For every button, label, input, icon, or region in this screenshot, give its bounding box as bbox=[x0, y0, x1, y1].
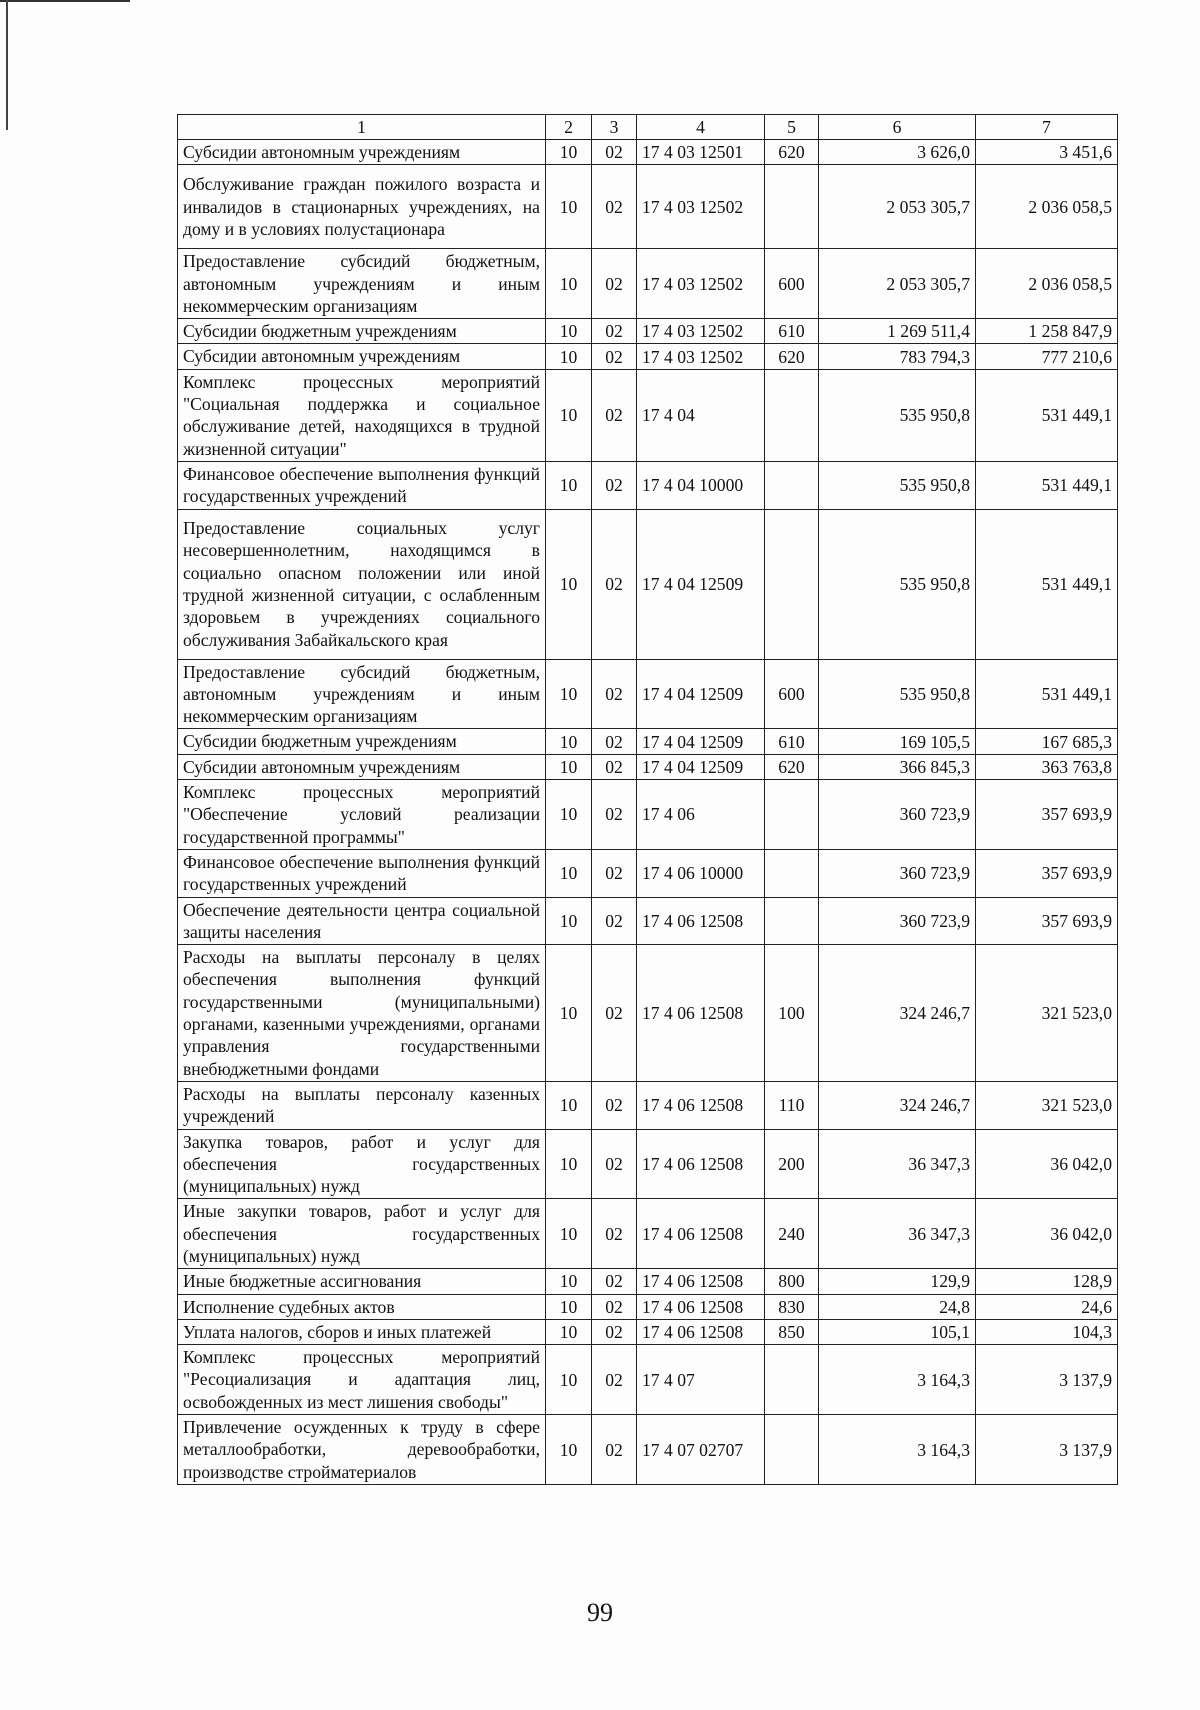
target-article-cell: 17 4 03 12502 bbox=[637, 165, 765, 249]
section-cell: 10 bbox=[546, 1081, 592, 1129]
amount-year2-cell: 363 763,8 bbox=[976, 754, 1118, 779]
target-article-cell: 17 4 06 12508 bbox=[637, 1319, 765, 1344]
amount-year1-cell: 24,8 bbox=[819, 1294, 976, 1319]
amount-year2-cell: 321 523,0 bbox=[976, 1081, 1118, 1129]
header-col-2: 2 bbox=[546, 115, 592, 140]
section-cell: 10 bbox=[546, 849, 592, 897]
amount-year1-cell: 535 950,8 bbox=[819, 509, 976, 659]
section-cell: 10 bbox=[546, 369, 592, 461]
amount-year2-cell: 357 693,9 bbox=[976, 897, 1118, 945]
section-cell: 10 bbox=[546, 1415, 592, 1485]
amount-year1-cell: 324 246,7 bbox=[819, 1081, 976, 1129]
expense-type-cell: 110 bbox=[765, 1081, 819, 1129]
target-article-cell: 17 4 04 12509 bbox=[637, 659, 765, 729]
expense-type-cell bbox=[765, 780, 819, 850]
expense-type-cell: 620 bbox=[765, 140, 819, 165]
table-row bbox=[178, 780, 1118, 850]
amount-year1-cell: 366 845,3 bbox=[819, 754, 976, 779]
expense-type-cell: 610 bbox=[765, 729, 819, 754]
name-cell: Предоставление субсидий бюджетным, автономным учреждениям и иным некоммерческим организациям bbox=[178, 659, 546, 729]
name-cell: Субсидии автономным учреждениям bbox=[178, 140, 546, 165]
subsection-cell: 02 bbox=[592, 1081, 637, 1129]
subsection-cell: 02 bbox=[592, 1199, 637, 1269]
subsection-cell: 02 bbox=[592, 461, 637, 509]
amount-year1-cell: 3 164,3 bbox=[819, 1415, 976, 1485]
amount-year1-cell: 324 246,7 bbox=[819, 945, 976, 1082]
subsection-cell: 02 bbox=[592, 729, 637, 754]
expense-type-cell bbox=[765, 849, 819, 897]
target-article-cell: 17 4 07 02707 bbox=[637, 1415, 765, 1485]
target-article-cell: 17 4 06 12508 bbox=[637, 945, 765, 1082]
subsection-cell: 02 bbox=[592, 1129, 637, 1199]
section-cell: 10 bbox=[546, 780, 592, 850]
name-cell: Обеспечение деятельности центра социальной защиты населения bbox=[178, 897, 546, 945]
amount-year1-cell: 360 723,9 bbox=[819, 897, 976, 945]
header-col-7: 7 bbox=[976, 115, 1118, 140]
expense-type-cell bbox=[765, 461, 819, 509]
section-cell: 10 bbox=[546, 140, 592, 165]
section-cell: 10 bbox=[546, 754, 592, 779]
table-row bbox=[178, 754, 1118, 779]
header-col-3: 3 bbox=[592, 115, 637, 140]
amount-year2-cell: 3 137,9 bbox=[976, 1415, 1118, 1485]
subsection-cell: 02 bbox=[592, 1269, 637, 1294]
amount-year1-cell: 3 164,3 bbox=[819, 1345, 976, 1415]
section-cell: 10 bbox=[546, 249, 592, 319]
table-row bbox=[178, 1129, 1118, 1199]
table-row bbox=[178, 140, 1118, 165]
target-article-cell: 17 4 06 12508 bbox=[637, 1199, 765, 1269]
expense-type-cell bbox=[765, 897, 819, 945]
name-cell: Уплата налогов, сборов и иных платежей bbox=[178, 1319, 546, 1344]
target-article-cell: 17 4 03 12502 bbox=[637, 344, 765, 369]
name-cell: Обслуживание граждан пожилого возраста и инвалидов в стационарных учреждениях, на дому и в условиях полустационара bbox=[178, 165, 546, 249]
amount-year2-cell: 531 449,1 bbox=[976, 659, 1118, 729]
amount-year2-cell: 36 042,0 bbox=[976, 1199, 1118, 1269]
table-header-row bbox=[178, 115, 1118, 140]
expense-type-cell bbox=[765, 165, 819, 249]
subsection-cell: 02 bbox=[592, 319, 637, 344]
amount-year1-cell: 535 950,8 bbox=[819, 369, 976, 461]
budget-table bbox=[177, 114, 1118, 1485]
amount-year1-cell: 360 723,9 bbox=[819, 849, 976, 897]
section-cell: 10 bbox=[546, 1345, 592, 1415]
amount-year1-cell: 2 053 305,7 bbox=[819, 165, 976, 249]
expense-type-cell: 800 bbox=[765, 1269, 819, 1294]
name-cell: Предоставление субсидий бюджетным, автономным учреждениям и иным некоммерческим организациям bbox=[178, 249, 546, 319]
table-row bbox=[178, 319, 1118, 344]
amount-year1-cell: 2 053 305,7 bbox=[819, 249, 976, 319]
section-cell: 10 bbox=[546, 344, 592, 369]
table-row bbox=[178, 659, 1118, 729]
table-row bbox=[178, 1294, 1118, 1319]
table-row bbox=[178, 1319, 1118, 1344]
name-cell: Финансовое обеспечение выполнения функций государственных учреждений bbox=[178, 461, 546, 509]
amount-year1-cell: 360 723,9 bbox=[819, 780, 976, 850]
amount-year2-cell: 3 137,9 bbox=[976, 1345, 1118, 1415]
target-article-cell: 17 4 04 bbox=[637, 369, 765, 461]
amount-year2-cell: 531 449,1 bbox=[976, 369, 1118, 461]
table-row bbox=[178, 461, 1118, 509]
amount-year2-cell: 24,6 bbox=[976, 1294, 1118, 1319]
section-cell: 10 bbox=[546, 319, 592, 344]
expense-type-cell bbox=[765, 1345, 819, 1415]
amount-year1-cell: 3 626,0 bbox=[819, 140, 976, 165]
expense-type-cell bbox=[765, 509, 819, 659]
table-row bbox=[178, 729, 1118, 754]
table-row bbox=[178, 509, 1118, 659]
target-article-cell: 17 4 03 12502 bbox=[637, 319, 765, 344]
name-cell: Комплекс процессных мероприятий "Социальная поддержка и социальное обслуживание детей, находящихся в трудной жизненной ситуации" bbox=[178, 369, 546, 461]
name-cell: Расходы на выплаты персоналу в целях обеспечения выполнения функций государственными (муниципальными) органами, казенными учреждениями, органами управления государственными внебюджетными фондами bbox=[178, 945, 546, 1082]
target-article-cell: 17 4 04 12509 bbox=[637, 754, 765, 779]
target-article-cell: 17 4 06 12508 bbox=[637, 1269, 765, 1294]
subsection-cell: 02 bbox=[592, 1319, 637, 1344]
expense-type-cell: 620 bbox=[765, 344, 819, 369]
section-cell: 10 bbox=[546, 1319, 592, 1344]
subsection-cell: 02 bbox=[592, 945, 637, 1082]
section-cell: 10 bbox=[546, 659, 592, 729]
table-row bbox=[178, 1081, 1118, 1129]
table-row bbox=[178, 249, 1118, 319]
name-cell: Иные бюджетные ассигнования bbox=[178, 1269, 546, 1294]
section-cell: 10 bbox=[546, 1129, 592, 1199]
expense-type-cell: 830 bbox=[765, 1294, 819, 1319]
name-cell: Закупка товаров, работ и услуг для обеспечения государственных (муниципальных) нужд bbox=[178, 1129, 546, 1199]
scan-corner-mark bbox=[0, 0, 130, 6]
amount-year1-cell: 105,1 bbox=[819, 1319, 976, 1344]
name-cell: Предоставление социальных услуг несовершеннолетним, находящимся в социально опасном положении или иной трудной жизненной ситуации, с ослабленным здоровьем в учреждениях социального обслуживания Забайкальского края bbox=[178, 509, 546, 659]
subsection-cell: 02 bbox=[592, 140, 637, 165]
amount-year2-cell: 321 523,0 bbox=[976, 945, 1118, 1082]
section-cell: 10 bbox=[546, 1294, 592, 1319]
amount-year2-cell: 167 685,3 bbox=[976, 729, 1118, 754]
subsection-cell: 02 bbox=[592, 897, 637, 945]
target-article-cell: 17 4 06 12508 bbox=[637, 1129, 765, 1199]
name-cell: Иные закупки товаров, работ и услуг для обеспечения государственных (муниципальных) нужд bbox=[178, 1199, 546, 1269]
amount-year2-cell: 357 693,9 bbox=[976, 849, 1118, 897]
subsection-cell: 02 bbox=[592, 369, 637, 461]
subsection-cell: 02 bbox=[592, 1415, 637, 1485]
name-cell: Исполнение судебных актов bbox=[178, 1294, 546, 1319]
expense-type-cell: 200 bbox=[765, 1129, 819, 1199]
subsection-cell: 02 bbox=[592, 509, 637, 659]
target-article-cell: 17 4 06 12508 bbox=[637, 1081, 765, 1129]
header-col-6: 6 bbox=[819, 115, 976, 140]
subsection-cell: 02 bbox=[592, 1294, 637, 1319]
amount-year1-cell: 535 950,8 bbox=[819, 659, 976, 729]
amount-year1-cell: 535 950,8 bbox=[819, 461, 976, 509]
subsection-cell: 02 bbox=[592, 849, 637, 897]
target-article-cell: 17 4 07 bbox=[637, 1345, 765, 1415]
amount-year2-cell: 357 693,9 bbox=[976, 780, 1118, 850]
amount-year2-cell: 2 036 058,5 bbox=[976, 249, 1118, 319]
expense-type-cell: 240 bbox=[765, 1199, 819, 1269]
amount-year1-cell: 169 105,5 bbox=[819, 729, 976, 754]
expense-type-cell: 610 bbox=[765, 319, 819, 344]
target-article-cell: 17 4 04 12509 bbox=[637, 729, 765, 754]
table-row bbox=[178, 1269, 1118, 1294]
subsection-cell: 02 bbox=[592, 659, 637, 729]
section-cell: 10 bbox=[546, 1269, 592, 1294]
amount-year1-cell: 129,9 bbox=[819, 1269, 976, 1294]
name-cell: Субсидии бюджетным учреждениям bbox=[178, 319, 546, 344]
subsection-cell: 02 bbox=[592, 249, 637, 319]
target-article-cell: 17 4 06 10000 bbox=[637, 849, 765, 897]
amount-year2-cell: 1 258 847,9 bbox=[976, 319, 1118, 344]
target-article-cell: 17 4 06 12508 bbox=[637, 897, 765, 945]
amount-year1-cell: 783 794,3 bbox=[819, 344, 976, 369]
header-col-4: 4 bbox=[637, 115, 765, 140]
amount-year2-cell: 3 451,6 bbox=[976, 140, 1118, 165]
section-cell: 10 bbox=[546, 509, 592, 659]
table-row bbox=[178, 1415, 1118, 1485]
section-cell: 10 bbox=[546, 729, 592, 754]
name-cell: Субсидии бюджетным учреждениям bbox=[178, 729, 546, 754]
amount-year2-cell: 531 449,1 bbox=[976, 461, 1118, 509]
target-article-cell: 17 4 06 bbox=[637, 780, 765, 850]
amount-year2-cell: 2 036 058,5 bbox=[976, 165, 1118, 249]
page-number: 99 bbox=[587, 1598, 613, 1627]
target-article-cell: 17 4 04 10000 bbox=[637, 461, 765, 509]
name-cell: Привлечение осужденных к труду в сфере металлообработки, деревообработки, производстве стройматериалов bbox=[178, 1415, 546, 1485]
table-row bbox=[178, 849, 1118, 897]
target-article-cell: 17 4 03 12501 bbox=[637, 140, 765, 165]
subsection-cell: 02 bbox=[592, 1345, 637, 1415]
section-cell: 10 bbox=[546, 945, 592, 1082]
expense-type-cell: 620 bbox=[765, 754, 819, 779]
table-row bbox=[178, 1199, 1118, 1269]
subsection-cell: 02 bbox=[592, 344, 637, 369]
table-body bbox=[178, 140, 1118, 1485]
table-row bbox=[178, 369, 1118, 461]
amount-year2-cell: 104,3 bbox=[976, 1319, 1118, 1344]
target-article-cell: 17 4 03 12502 bbox=[637, 249, 765, 319]
expense-type-cell bbox=[765, 369, 819, 461]
name-cell: Комплекс процессных мероприятий "Ресоциализация и адаптация лиц, освобожденных из мест лишения свободы" bbox=[178, 1345, 546, 1415]
amount-year2-cell: 531 449,1 bbox=[976, 509, 1118, 659]
table-row bbox=[178, 165, 1118, 249]
name-cell: Расходы на выплаты персоналу казенных учреждений bbox=[178, 1081, 546, 1129]
target-article-cell: 17 4 04 12509 bbox=[637, 509, 765, 659]
amount-year1-cell: 36 347,3 bbox=[819, 1129, 976, 1199]
name-cell: Субсидии автономным учреждениям bbox=[178, 344, 546, 369]
name-cell: Субсидии автономным учреждениям bbox=[178, 754, 546, 779]
section-cell: 10 bbox=[546, 1199, 592, 1269]
expense-type-cell: 600 bbox=[765, 249, 819, 319]
subsection-cell: 02 bbox=[592, 165, 637, 249]
target-article-cell: 17 4 06 12508 bbox=[637, 1294, 765, 1319]
subsection-cell: 02 bbox=[592, 754, 637, 779]
expense-type-cell: 600 bbox=[765, 659, 819, 729]
amount-year2-cell: 36 042,0 bbox=[976, 1129, 1118, 1199]
amount-year2-cell: 777 210,6 bbox=[976, 344, 1118, 369]
section-cell: 10 bbox=[546, 165, 592, 249]
amount-year1-cell: 36 347,3 bbox=[819, 1199, 976, 1269]
scan-left-edge-mark bbox=[6, 0, 8, 130]
table-row bbox=[178, 1345, 1118, 1415]
name-cell: Комплекс процессных мероприятий "Обеспечение условий реализации государственной программы" bbox=[178, 780, 546, 850]
header-col-5: 5 bbox=[765, 115, 819, 140]
table-row bbox=[178, 344, 1118, 369]
amount-year1-cell: 1 269 511,4 bbox=[819, 319, 976, 344]
expense-type-cell: 100 bbox=[765, 945, 819, 1082]
section-cell: 10 bbox=[546, 897, 592, 945]
header-col-1: 1 bbox=[178, 115, 546, 140]
subsection-cell: 02 bbox=[592, 780, 637, 850]
expense-type-cell: 850 bbox=[765, 1319, 819, 1344]
expense-type-cell bbox=[765, 1415, 819, 1485]
name-cell: Финансовое обеспечение выполнения функций государственных учреждений bbox=[178, 849, 546, 897]
table-row bbox=[178, 897, 1118, 945]
table-row bbox=[178, 945, 1118, 1082]
section-cell: 10 bbox=[546, 461, 592, 509]
amount-year2-cell: 128,9 bbox=[976, 1269, 1118, 1294]
